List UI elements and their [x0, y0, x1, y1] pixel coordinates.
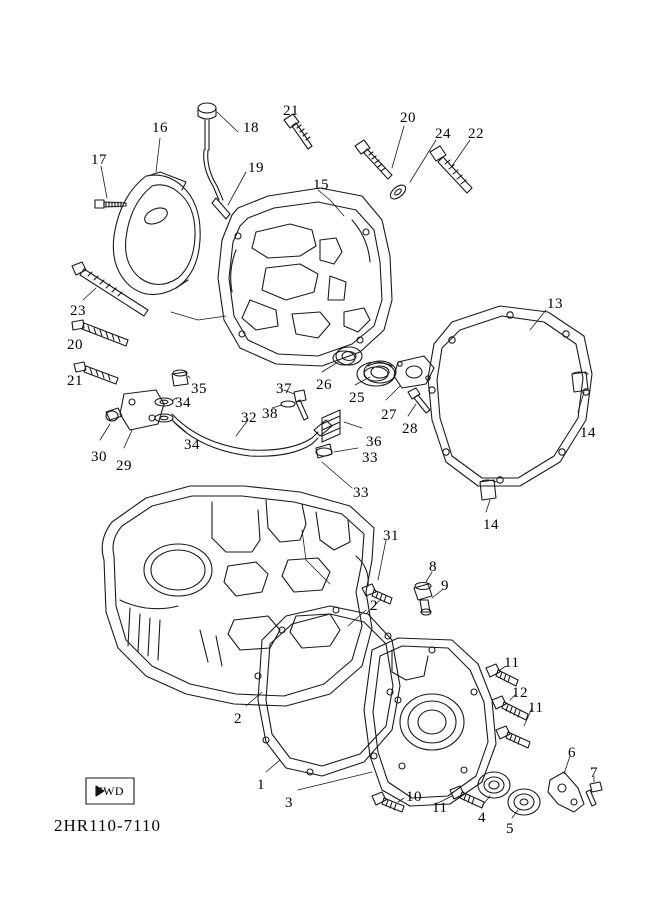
union-bolt-part-37 [294, 390, 308, 420]
callout-7: 7 [590, 765, 598, 781]
screw-part-28 [408, 388, 430, 413]
callout-33-upper: 33 [362, 450, 378, 466]
callout-38: 38 [262, 406, 278, 422]
callout-19: 19 [248, 160, 264, 176]
crankcase-cover-part-15 [218, 188, 395, 386]
callout-34-lower: 34 [184, 437, 200, 453]
cover-part-16 [113, 172, 200, 295]
washer-part-34-lower [155, 414, 173, 422]
spring-part-36 [322, 410, 340, 442]
callout-14-lower: 14 [483, 517, 499, 533]
callout-20-top: 20 [400, 110, 416, 126]
diagram-part-number: 2HR110-7110 [54, 816, 162, 835]
dowel-part-14-lower [480, 480, 496, 500]
callout-33-lower: 33 [353, 485, 369, 501]
washer-part-38 [281, 401, 295, 407]
callout-15: 15 [313, 177, 329, 193]
plug-part-8-9 [414, 583, 432, 616]
callout-18: 18 [243, 120, 259, 136]
case-cover-part-3 [364, 638, 496, 806]
callout-34-upper: 34 [175, 395, 191, 411]
bolt-part-22 [430, 146, 472, 193]
bolt-part-11-right-lower [496, 726, 530, 748]
gasket-part-2 [255, 606, 401, 776]
callout-25: 25 [349, 390, 365, 406]
callout-11-bottom: 11 [432, 800, 448, 816]
bolt-part-17 [95, 200, 126, 208]
callout-3: 3 [285, 795, 293, 811]
bracket-part-29-30 [106, 390, 164, 430]
callout-14-right: 14 [580, 425, 596, 441]
callout-2-lower: 2 [234, 711, 242, 727]
callout-11-mid: 11 [528, 700, 544, 716]
callout-9: 9 [441, 578, 449, 594]
callout-12: 12 [512, 685, 528, 701]
crankcase-body-part-1 [102, 486, 374, 706]
callout-23: 23 [70, 303, 86, 319]
callout-37: 37 [276, 381, 292, 397]
gasket-part-13 [428, 306, 592, 486]
callout-31: 31 [383, 528, 399, 544]
callout-16: 16 [152, 120, 168, 136]
bearing-part-25 [364, 361, 396, 383]
callout-17: 17 [91, 152, 107, 168]
callout-11-upper: 11 [504, 655, 520, 671]
callout-28: 28 [402, 421, 418, 437]
bolt-part-10 [372, 792, 404, 812]
callout-2-upper: 2 [370, 598, 378, 614]
callout-4: 4 [478, 810, 486, 826]
callout-1: 1 [257, 777, 265, 793]
callout-30: 30 [91, 449, 107, 465]
seal-part-4 [478, 772, 510, 798]
callout-22: 22 [468, 126, 484, 142]
fitting-part-35 [172, 370, 188, 386]
callout-27: 27 [381, 407, 397, 423]
cap-part-5 [508, 789, 540, 815]
washer-part-24 [388, 182, 408, 201]
callout-35: 35 [191, 381, 207, 397]
callout-8: 8 [429, 559, 437, 575]
bolt-part-20-top [355, 140, 392, 179]
callout-36: 36 [366, 434, 382, 450]
plug-part-33-upper [316, 444, 332, 458]
callout-24: 24 [435, 126, 451, 142]
fwd-direction-label: FWD [95, 783, 125, 798]
callout-21-left: 21 [67, 373, 83, 389]
callout-20-left: 20 [67, 337, 83, 353]
dipstick-part-18 [198, 103, 230, 219]
callout-32: 32 [241, 410, 257, 426]
callout-5: 5 [506, 821, 514, 837]
callout-13: 13 [547, 296, 563, 312]
callout-10: 10 [406, 789, 422, 805]
callout-26: 26 [316, 377, 332, 393]
bolt-part-7 [586, 782, 602, 806]
callout-29: 29 [116, 458, 132, 474]
bracket-part-6 [548, 772, 584, 812]
callout-6: 6 [568, 745, 576, 761]
callout-21-top: 21 [283, 103, 299, 119]
